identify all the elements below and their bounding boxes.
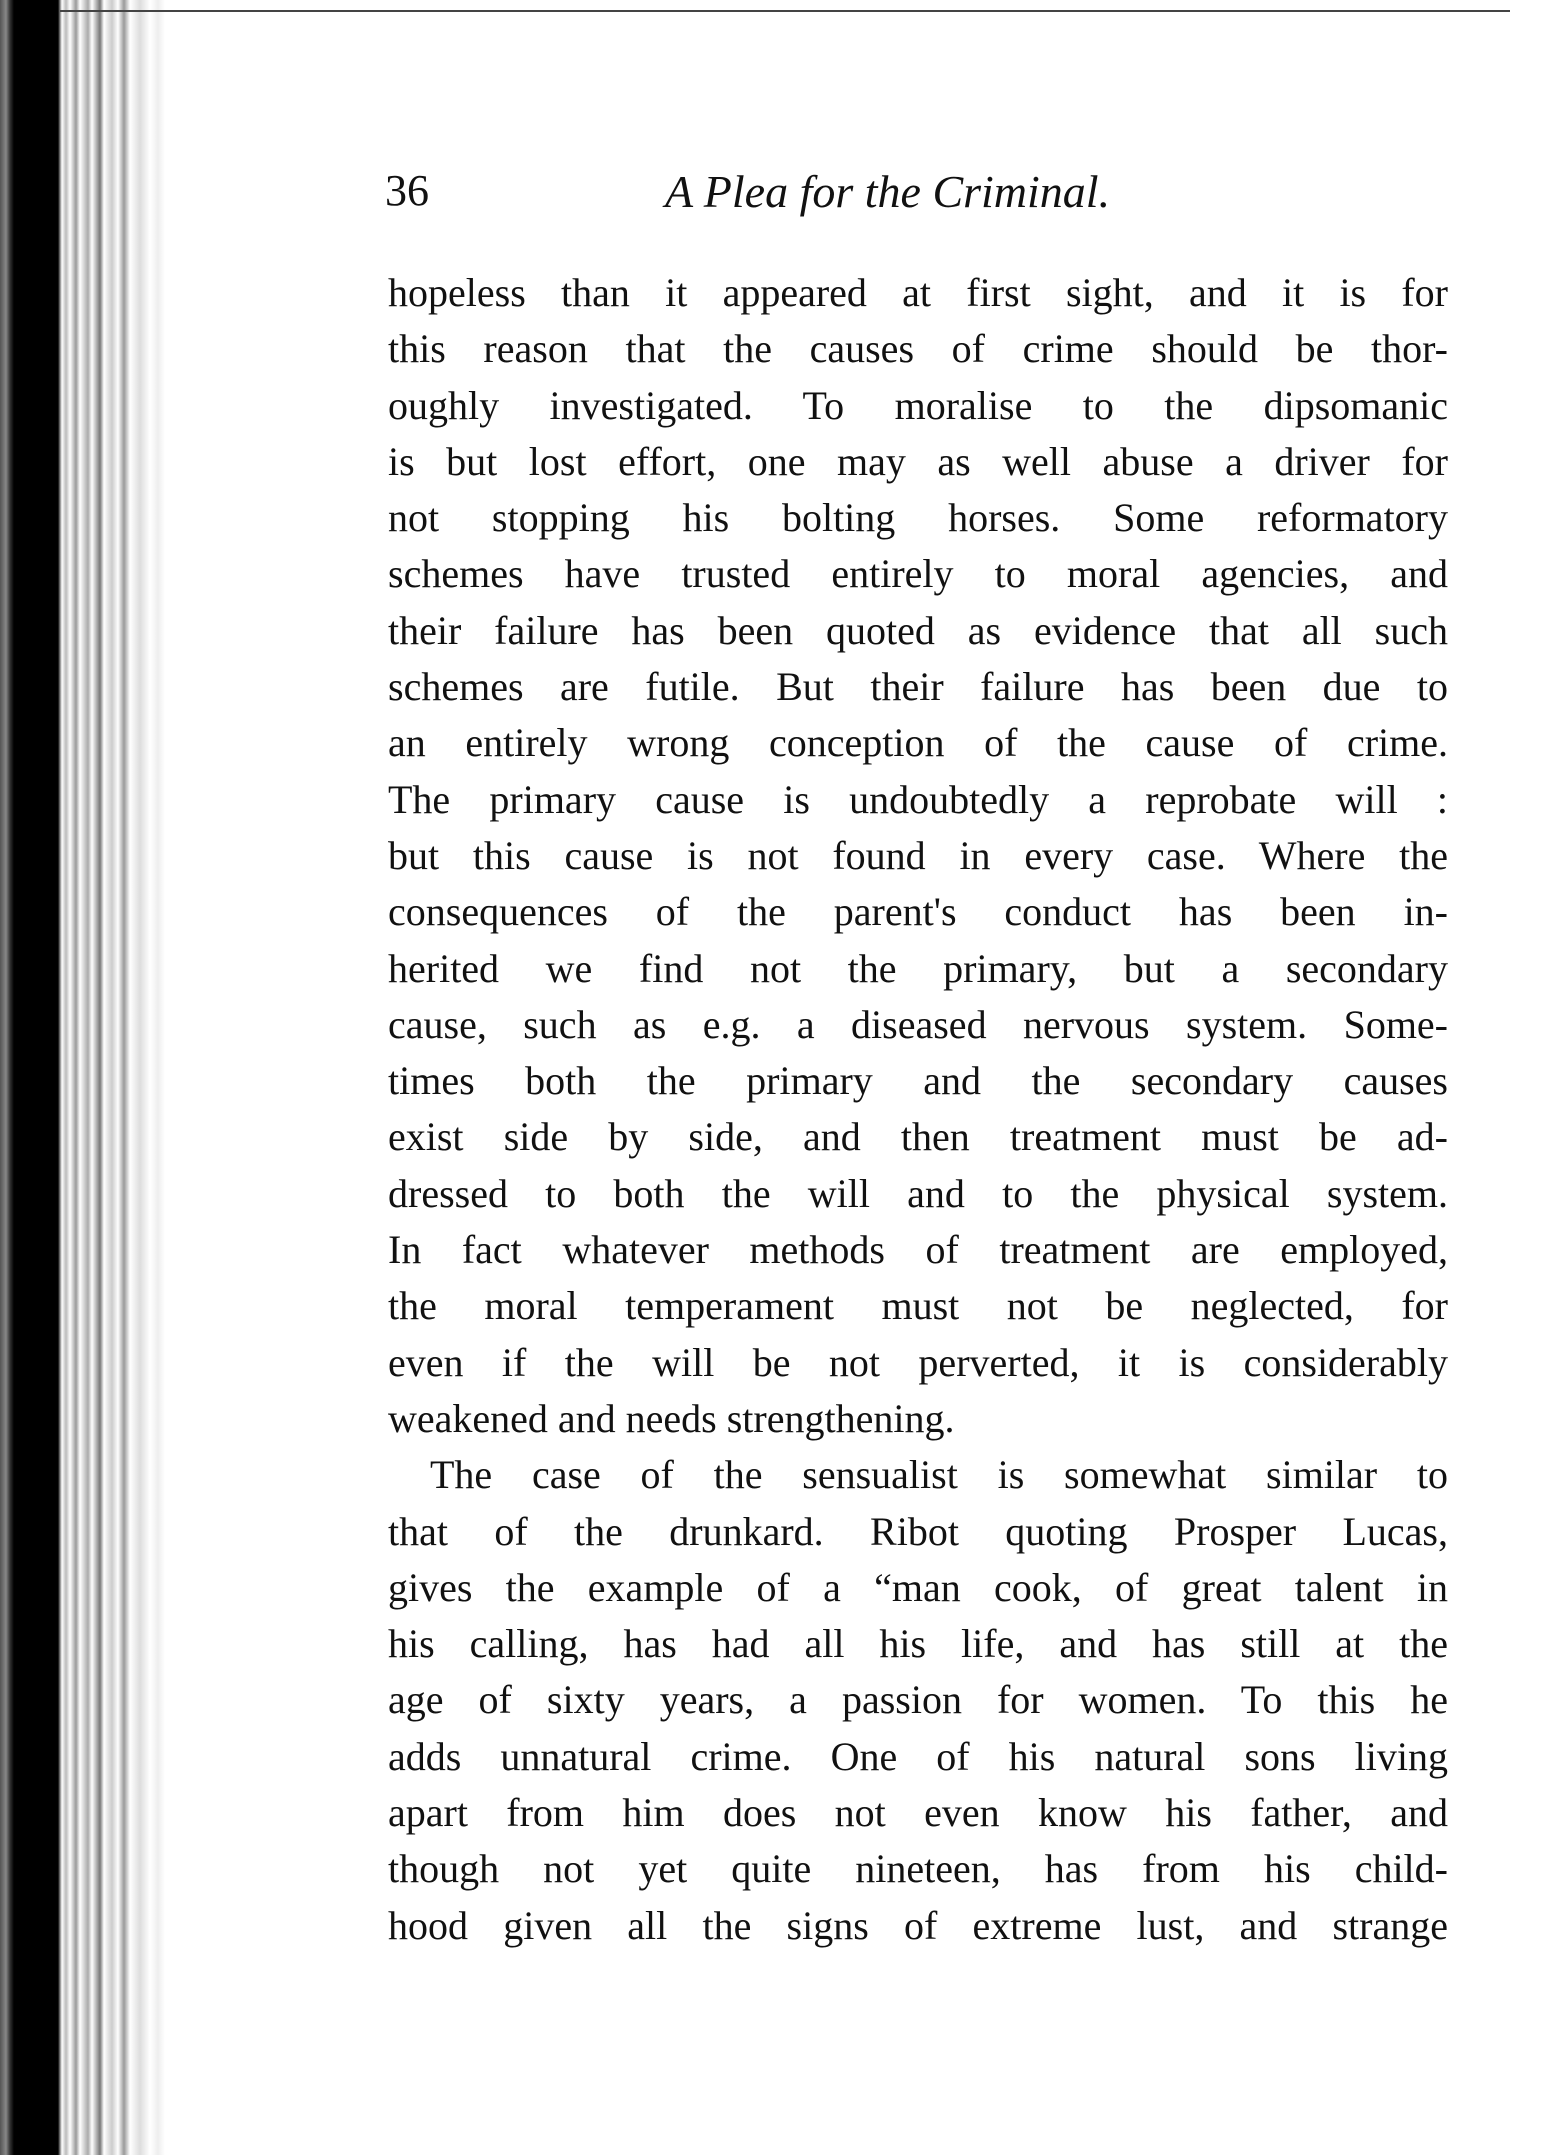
text-line: but this cause is not found in every case. Where the <box>388 832 1448 878</box>
text-line: dressed to both the will and to the physical system. <box>388 1170 1448 1216</box>
running-title: A Plea for the Criminal. <box>665 166 1111 217</box>
page-number: 36 <box>385 166 429 215</box>
text-line: exist side by side, and then treatment must be ad- <box>388 1114 1448 1160</box>
text-line: herited we find not the primary, but a secondary <box>388 945 1448 991</box>
text-line: the moral temperament must not be neglected, for <box>388 1283 1448 1329</box>
text-line: is but lost effort, one may as well abuse a driver for <box>388 438 1448 484</box>
text-line: weakened and needs strengthening. <box>388 1395 955 1441</box>
book-binding-edge <box>0 0 165 2155</box>
text-line: apart from him does not even know his father, and <box>388 1790 1448 1836</box>
text-line: age of sixty years, a passion for women. To this he <box>388 1677 1448 1723</box>
text-line: an entirely wrong conception of the cause of crime. <box>388 720 1448 766</box>
text-line: consequences of the parent's conduct has been in- <box>388 889 1448 935</box>
text-line: The case of the sensualist is somewhat similar to <box>430 1452 1448 1498</box>
text-line: schemes have trusted entirely to moral agencies, and <box>388 551 1448 597</box>
text-line: hopeless than it appeared at first sight, and it is for <box>388 270 1448 315</box>
text-line: gives the example of a “man cook, of great talent in <box>388 1564 1448 1610</box>
text-line: hood given all the signs of extreme lust, and strange <box>388 1902 1448 1948</box>
text-line: that of the drunkard. Ribot quoting Prosper Lucas, <box>388 1508 1448 1554</box>
page-header <box>385 165 1450 225</box>
text-line: not stopping his bolting horses. Some reformatory <box>388 495 1448 541</box>
text-line: his calling, has had all his life, and has still at the <box>388 1621 1448 1667</box>
body-text <box>388 265 1448 1954</box>
text-line: though not yet quite nineteen, has from his child- <box>388 1846 1448 1892</box>
text-line: The primary cause is undoubtedly a reprobate will : <box>388 776 1448 822</box>
page-top-edge <box>60 10 1510 12</box>
text-line: even if the will be not perverted, it is considerably <box>388 1339 1448 1385</box>
text-line: schemes are futile. But their failure has been due to <box>388 664 1448 710</box>
text-line: In fact whatever methods of treatment are employed, <box>388 1227 1448 1273</box>
text-line: their failure has been quoted as evidence that all such <box>388 607 1448 653</box>
text-line: cause, such as e.g. a diseased nervous system. Some- <box>388 1001 1448 1047</box>
text-line: this reason that the causes of crime should be thor- <box>388 326 1448 372</box>
text-line: oughly investigated. To moralise to the dipsomanic <box>388 382 1448 428</box>
text-line: adds unnatural crime. One of his natural sons living <box>388 1733 1448 1779</box>
text-line: times both the primary and the secondary causes <box>388 1058 1448 1104</box>
